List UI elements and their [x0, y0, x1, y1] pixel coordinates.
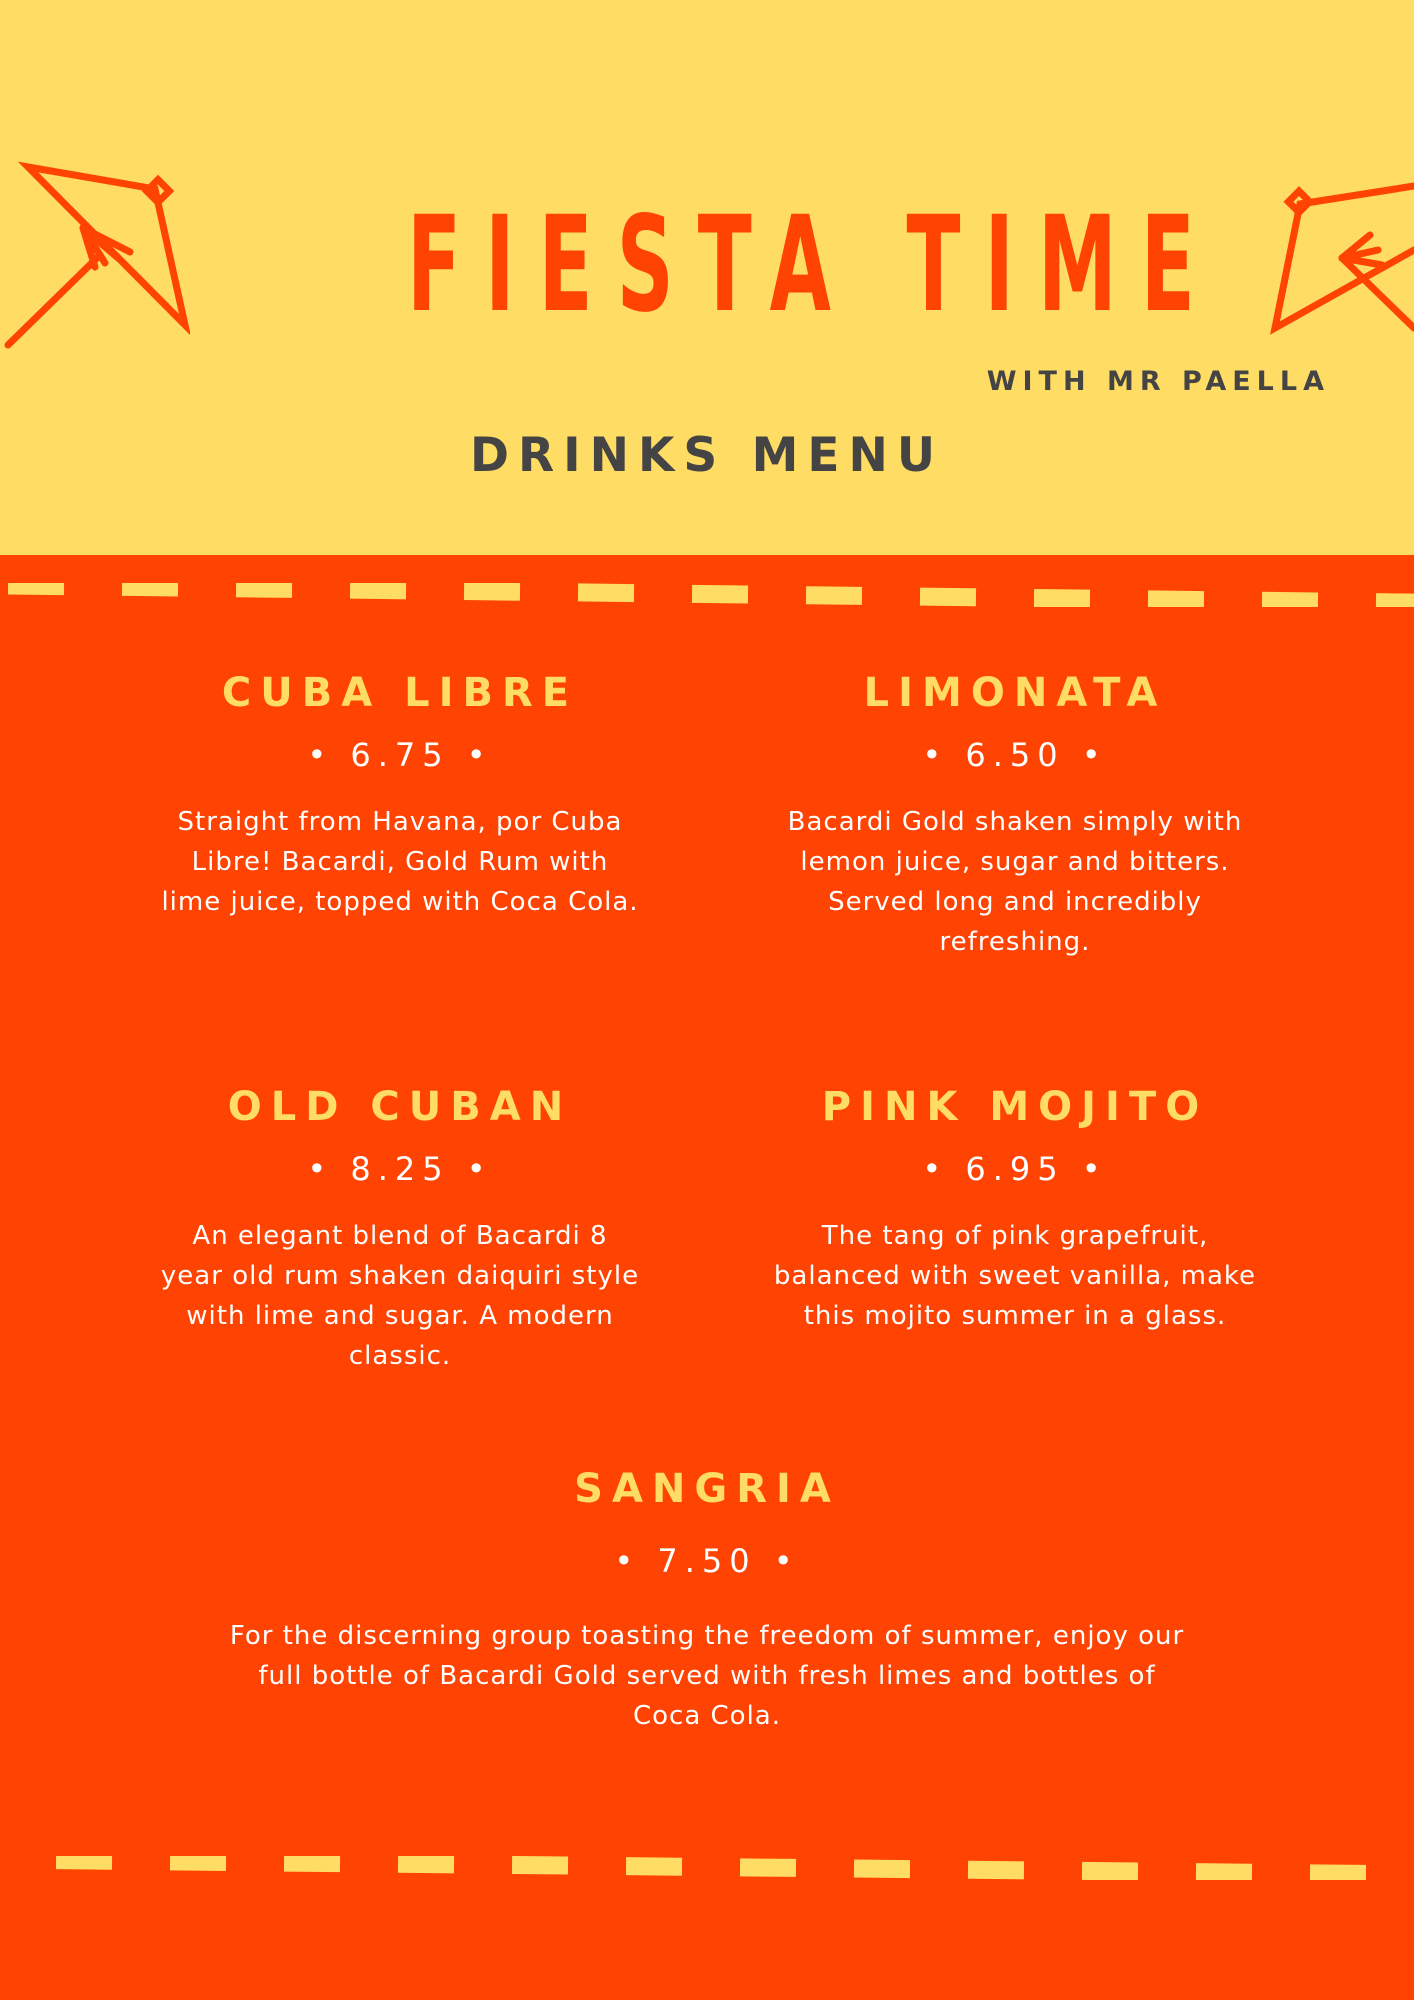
menu-title: DRINKS MENU: [469, 428, 945, 483]
drink-description: An elegant blend of Bacardi 8 year old rum shaken daiquiri style with lime and sugar. A modern classic.: [160, 1221, 640, 1371]
page-title: FIESTA TIME: [407, 188, 1219, 342]
subtitle: WITH MR PAELLA: [986, 366, 1330, 397]
drink-price: • 6.75 •: [307, 736, 493, 774]
drink-description: The tang of pink grapefruit, balanced with sweet vanilla, make this mojito summer in a glass.: [773, 1221, 1257, 1331]
drink-price: • 7.50 •: [614, 1542, 800, 1580]
drink-name: SANGRIA: [574, 1466, 840, 1512]
drink-price: • 8.25 •: [307, 1150, 493, 1188]
drink-item-pink-mojito: [760, 1084, 1270, 1336]
drink-item-cuba-libre: [145, 670, 655, 922]
drink-name: CUBA LIBRE: [221, 670, 579, 716]
dashed-divider-top: [0, 583, 1414, 607]
drink-item-sangria: [207, 1466, 1207, 1736]
drink-description: For the discerning group toasting the freedom of summer, enjoy our full bottle of Bacardi Gold served with fresh limes and bottles of Coca Cola.: [229, 1621, 1185, 1731]
drink-item-limonata: [760, 670, 1270, 962]
umbrella-icon: [1270, 180, 1414, 340]
drink-price: • 6.50 •: [922, 736, 1108, 774]
dashed-divider-bottom: [0, 1856, 1414, 1880]
drink-name: PINK MOJITO: [821, 1084, 1209, 1130]
drink-description: Straight from Havana, por Cuba Libre! Bacardi, Gold Rum with lime juice, topped with Coca Cola.: [161, 807, 639, 917]
drink-description: Bacardi Gold shaken simply with lemon juice, sugar and bitters. Served long and incredibly refreshing.: [787, 807, 1243, 957]
drink-price: • 6.95 •: [922, 1150, 1108, 1188]
drink-name: OLD CUBAN: [227, 1084, 573, 1130]
drink-item-old-cuban: [145, 1084, 655, 1376]
drink-name: LIMONATA: [863, 670, 1167, 716]
umbrella-icon: [0, 155, 190, 355]
